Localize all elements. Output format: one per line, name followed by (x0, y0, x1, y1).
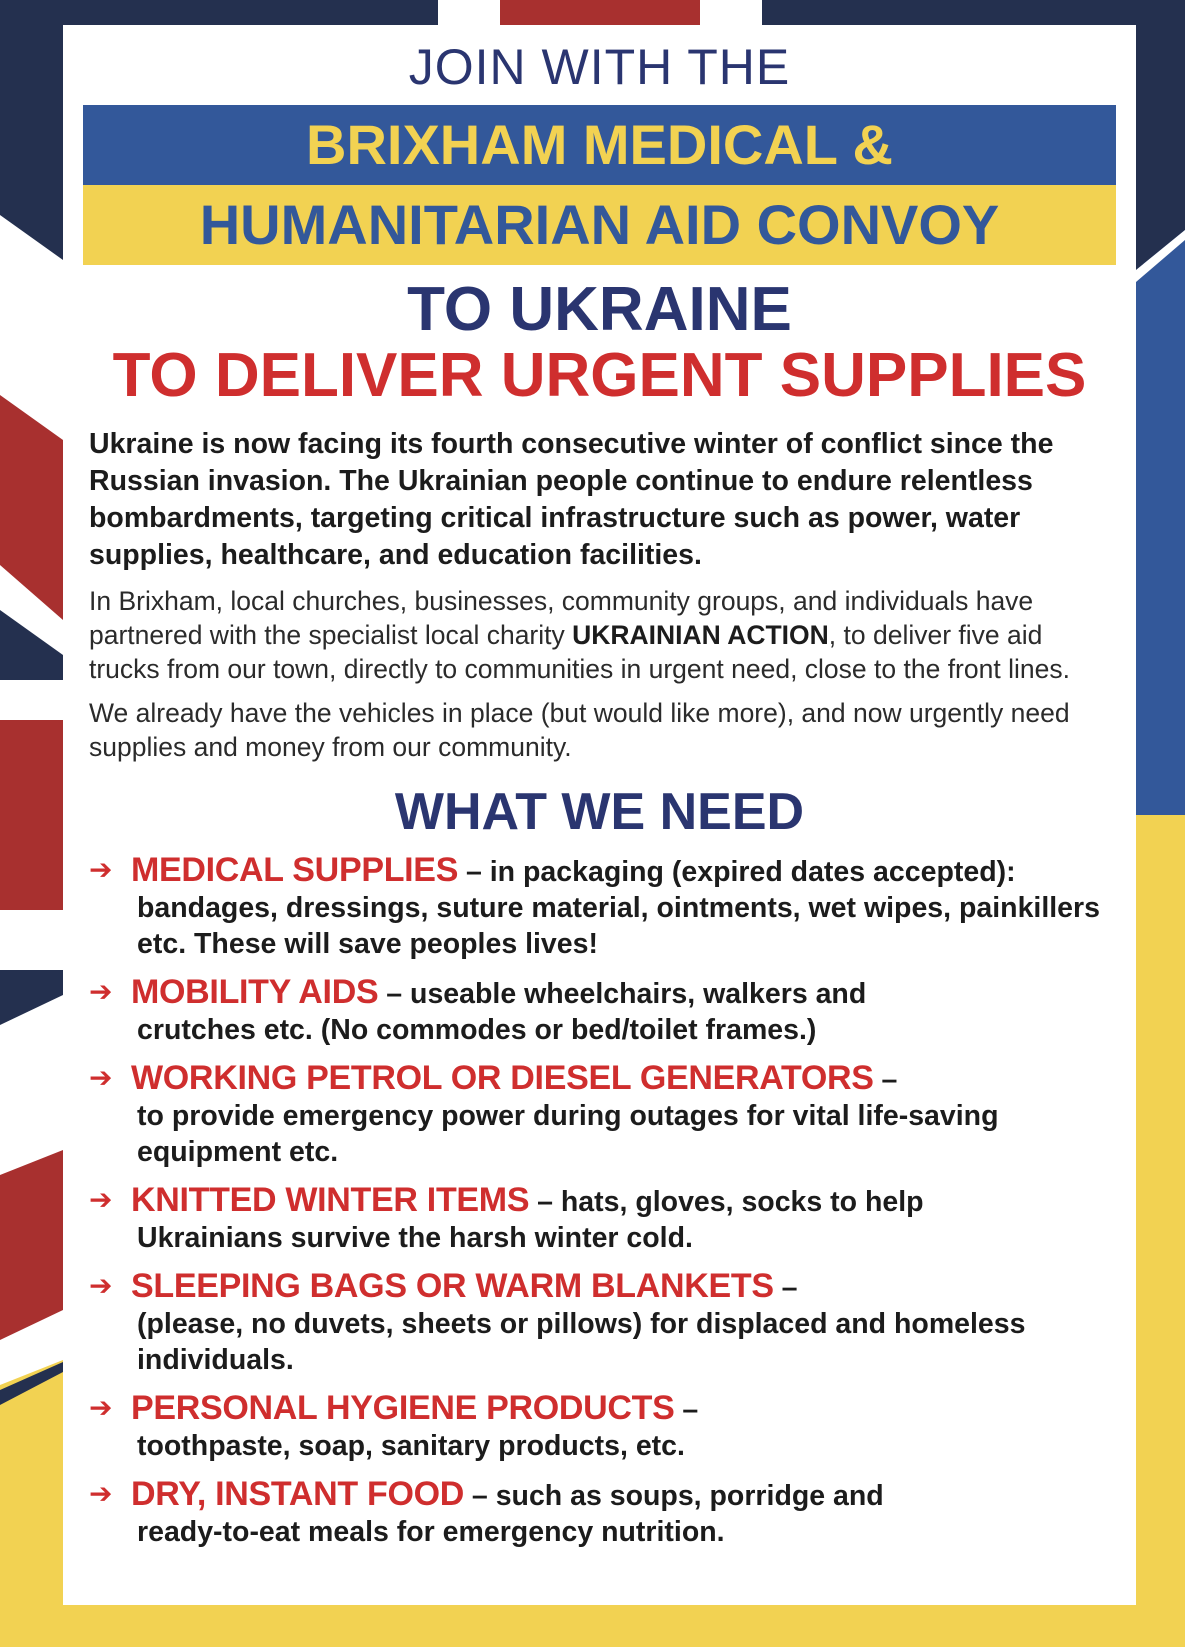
item-text: – hats, gloves, socks to help (529, 1185, 924, 1218)
item-title: PERSONAL HYGIENE PRODUCTS (131, 1388, 675, 1427)
kicker-text: JOIN WITH THE (408, 39, 791, 95)
list-item (83, 852, 1116, 962)
vehicles-paragraph: We already have the vehicles in place (but would like more), and now urgently need supplies and money from our community. (89, 698, 1070, 763)
item-detail: Ukrainians survive the harsh winter cold. (137, 1221, 693, 1254)
title-line-1: BRIXHAM MEDICAL & (306, 112, 893, 176)
arrow-icon: ➔ (89, 852, 113, 886)
list-item (83, 1390, 1116, 1464)
top-navy-right (762, 0, 1136, 25)
bottom-yellow-strip (0, 1605, 1185, 1647)
title-band-yellow (83, 185, 1116, 265)
item-text: – useable wheelchairs, walkers and (378, 977, 867, 1010)
item-title: MEDICAL SUPPLIES (131, 850, 459, 889)
arrow-icon: ➔ (89, 1060, 113, 1094)
needs-list (83, 852, 1116, 1550)
item-text: – such as soups, porridge and (464, 1479, 884, 1512)
item-text: – (674, 1393, 699, 1426)
charity-name: UKRAINIAN ACTION (572, 620, 829, 651)
list-item (83, 1182, 1116, 1256)
top-white-1 (438, 0, 500, 25)
left-yellow-corner (0, 1360, 63, 1647)
item-detail: bandages, dressings, suture material, ointments, wet wipes, painkillers etc. These will save peoples lives! (137, 891, 1100, 960)
item-text: – (773, 1271, 798, 1304)
item-title: WORKING PETROL OR DIESEL GENERATORS (131, 1058, 874, 1097)
list-item (83, 1268, 1116, 1378)
item-title: DRY, INSTANT FOOD (131, 1474, 465, 1513)
list-item (83, 1476, 1116, 1550)
item-title: SLEEPING BAGS OR WARM BLANKETS (131, 1266, 774, 1305)
title-band-blue (83, 105, 1116, 185)
community-text-before: In Brixham, local churches, businesses, community groups, and individuals have partnered with the specialist local charity (89, 586, 1034, 651)
top-white-2 (700, 0, 762, 25)
item-detail: toothpaste, soap, sanitary products, etc. (137, 1429, 685, 1462)
union-jack-red-2 (0, 1150, 63, 1340)
intro-paragraph: Ukraine is now facing its fourth consecutive winter of conflict since the Russian invasion. The Ukrainian people continue to endure relentless bombardments, targeting critical infrastructure such as power, water supplies, healthcare, and education facilities. (89, 428, 1054, 572)
top-navy-left (63, 0, 438, 25)
item-detail: crutches etc. (No commodes or bed/toilet frames.) (137, 1013, 817, 1046)
title-line-3: TO UKRAINE (407, 274, 792, 344)
arrow-icon: ➔ (89, 1476, 113, 1510)
item-detail: to provide emergency power during outages for vital life-saving equipment etc. (137, 1099, 999, 1168)
community-text-after: , to deliver five aid trucks from our town, directly to communities in urgent need, close to the front lines. (89, 620, 1070, 685)
needs-heading: WHAT WE NEED (394, 783, 805, 842)
arrow-icon: ➔ (89, 974, 113, 1008)
item-text: – in packaging (expired dates accepted): (458, 855, 1016, 888)
arrow-icon: ➔ (89, 1268, 113, 1302)
title-line-2: HUMANITARIAN AID CONVOY (199, 192, 1000, 256)
item-detail: ready-to-eat meals for emergency nutrition. (137, 1515, 725, 1548)
list-item (83, 1060, 1116, 1170)
title-line-4: TO DELIVER URGENT SUPPLIES (112, 341, 1087, 411)
ukraine-flag-yellow (1136, 815, 1185, 1647)
item-title: MOBILITY AIDS (131, 972, 379, 1011)
top-red-stripe (500, 0, 700, 25)
item-detail: (please, no duvets, sheets or pillows) for displaced and homeless individuals. (137, 1307, 1026, 1376)
list-item (83, 974, 1116, 1048)
arrow-icon: ➔ (89, 1390, 113, 1424)
poster-panel (63, 25, 1136, 1605)
union-jack-navy-top (0, 0, 63, 260)
right-navy-corner (1136, 0, 1185, 270)
union-jack-red-cross (0, 720, 63, 910)
item-title: KNITTED WINTER ITEMS (131, 1180, 530, 1219)
arrow-icon: ➔ (89, 1182, 113, 1216)
community-paragraph (89, 584, 1116, 686)
item-text: – (873, 1063, 898, 1096)
